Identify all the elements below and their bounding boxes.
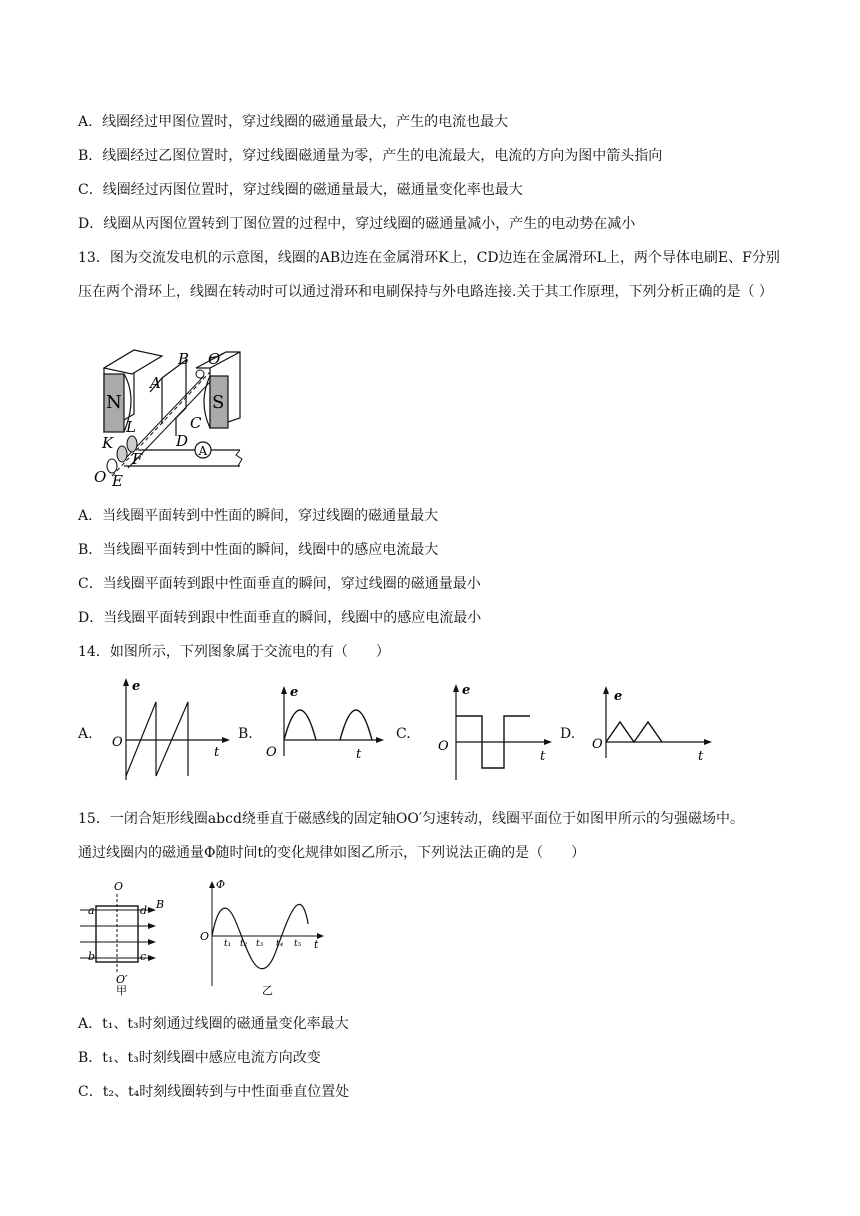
jia-a-label: a [88, 904, 95, 917]
q12-option-b: B．线圈经过乙图位置时，穿过线圈磁通量为零，产生的电流最大，电流的方向为图中箭头指向 [78, 148, 663, 164]
jia-b-label: b [88, 950, 96, 963]
brush-f-label: F [132, 450, 143, 468]
magnet-n-label: N [106, 392, 122, 413]
yi-tick-t3: t₃ [256, 939, 264, 949]
graph-a-label: A. [78, 726, 93, 742]
jia-field-b-label: B [156, 898, 165, 911]
q15-option-a: A．t₁、t₃时刻通过线圈的磁通量变化率最大 [78, 1016, 349, 1032]
q15-option-b: B．t₁、t₃时刻线圈中感应电流方向改变 [78, 1050, 321, 1066]
ammeter-label: A [198, 444, 208, 458]
generator-diagram [92, 348, 252, 488]
axis-o-label: O [94, 468, 107, 486]
graph-c-y-label: e [462, 683, 471, 698]
brush-e-label: E [112, 472, 123, 488]
q12-option-a: A．线圈经过甲图位置时，穿过线圈的磁通量最大，产生的电流也最大 [78, 114, 509, 130]
point-c-label: C [190, 414, 202, 432]
yi-tick-t2: t₂ [240, 939, 248, 949]
point-a-label: A [150, 374, 161, 392]
yi-tick-t4: t₄ [276, 939, 284, 949]
q13-option-c: C．当线圈平面转到跟中性面垂直的瞬间，穿过线圈的磁通量最小 [78, 576, 481, 592]
magnet-s-label: S [212, 392, 225, 413]
graph-d-y-label: e [614, 689, 623, 704]
graph-a-sawtooth [108, 676, 234, 786]
graph-d-origin-label: O [592, 737, 603, 752]
point-d-label: D [176, 432, 189, 450]
graph-d-triangle-wave [590, 684, 716, 764]
yi-origin-label: O [200, 930, 210, 943]
q13-option-d: D．当线圈平面转到跟中性面垂直的瞬间，线圈中的感应电流最小 [78, 610, 482, 626]
graph-c-square-wave [434, 682, 560, 784]
q13-option-b: B．当线圈平面转到中性面的瞬间，线圈中的感应电流最大 [78, 542, 439, 558]
ring-k-label: K [102, 434, 114, 452]
jia-o-prime-label: O′ [116, 973, 128, 986]
graph-b-half-wave [262, 684, 388, 764]
q12-option-c: C．线圈经过丙图位置时，穿过线圈的磁通量最大，磁通量变化率也最大 [78, 182, 523, 198]
ring-l-label: L [126, 418, 136, 436]
graph-c-x-label: t [540, 749, 546, 764]
q14-stem: 14．如图所示，下列图象属于交流电的有（ ） [78, 644, 390, 660]
graph-b-y-label: e [290, 685, 299, 700]
yi-tick-t1: t₁ [224, 939, 232, 949]
yi-x-label: t [314, 938, 319, 951]
q12-option-d: D．线圈从丙图位置转到丁图位置的过程中，穿过线圈的磁通量减小，产生的电动势在减小 [78, 216, 636, 232]
fig-yi-flux-graph [196, 874, 332, 998]
graph-b-x-label: t [356, 747, 362, 762]
fig-jia-coil-in-field [78, 876, 168, 998]
graph-c-origin-label: O [438, 739, 449, 754]
q15-stem-line2: 通过线圈内的磁通量Φ随时间t的变化规律如图乙所示，下列说法正确的是（ ） [78, 845, 586, 861]
jia-c-label: c [140, 950, 147, 963]
jia-o-label: O [114, 880, 124, 893]
yi-y-label: Φ [216, 878, 226, 891]
graph-a-origin-label: O [112, 735, 123, 750]
graph-a-x-label: t [214, 745, 220, 760]
jia-caption: 甲 [116, 984, 127, 997]
axis-o-prime-label: O′ [208, 350, 224, 368]
jia-d-label: d [140, 904, 148, 917]
q15-stem-line1: 15．一闭合矩形线圈abcd绕垂直于磁感线的固定轴OO′匀速转动，线圈平面位于如图甲所示的匀强磁场中。 [78, 811, 745, 827]
graph-c-label: C. [396, 726, 411, 742]
graph-d-x-label: t [698, 749, 704, 764]
point-b-label: B [178, 350, 190, 368]
q13-stem: 13．图为交流发电机的示意图，线圈的AB边连在金属滑环K上，CD边连在金属滑环L上，两个导体电刷E、F分别压在两个滑环上，线圈在转动时可以通过滑环和电刷保持与外电路连接.关于其工作原理，下列分析正确的是（ ） [78, 250, 780, 300]
graph-b-label: B. [238, 726, 253, 742]
q13-option-a: A．当线圈平面转到中性面的瞬间，穿过线圈的磁通量最大 [78, 508, 439, 524]
graph-b-origin-label: O [266, 745, 277, 760]
yi-caption: 乙 [262, 984, 273, 997]
graph-a-y-label: e [132, 679, 141, 694]
graph-d-label: D. [560, 726, 576, 742]
q15-option-c: C．t₂、t₄时刻线圈转到与中性面垂直位置处 [78, 1084, 350, 1100]
yi-tick-t5: t₅ [294, 939, 302, 949]
